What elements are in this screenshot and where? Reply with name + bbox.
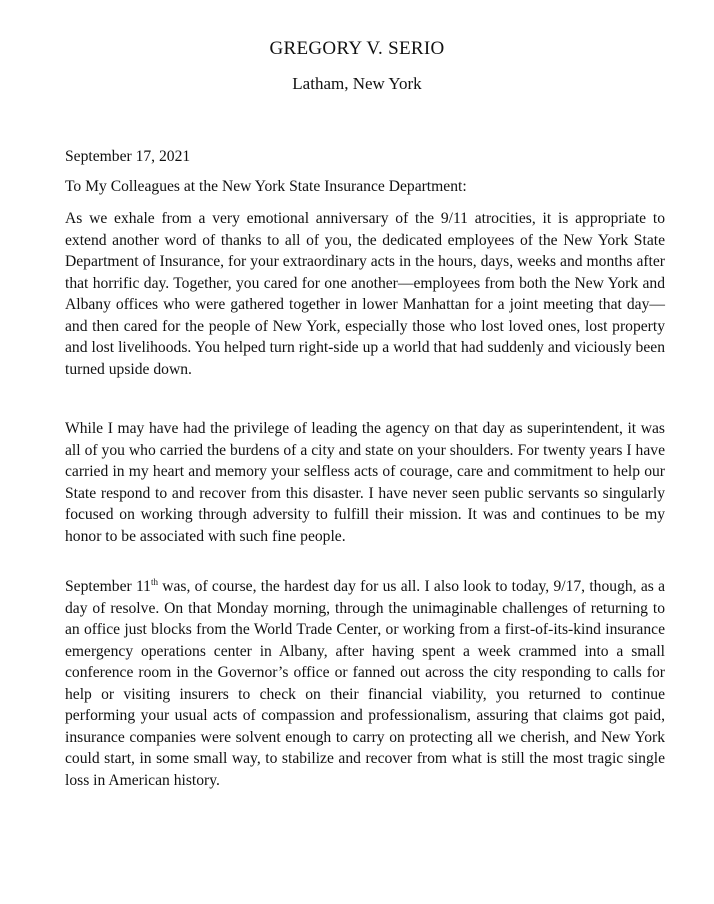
letterhead-name: GREGORY V. SERIO [269,38,445,59]
paragraph-2: While I may have had the privilege of leading the agency on that day as superintendent, it was all of you who carried the burdens of a city and state on your shoulders. For twenty years I have carried in my heart and memory your selfless acts of courage, care and commitment to help our State respond to and recover from this disaster. I have never seen public servants so singularly focused on working through adversity to fulfill their mission. It was and continues to be my honor to be associated with such fine people. [65,420,665,545]
paragraph-3-rest: was, of course, the hardest day for us all. I also look to today, 9/17, though, as a day of resolve. On that Monday morning, through the unimaginable challenges of returning to an office just blocks from the World Trade Center, or working from a first-of-its-kind insurance emergency operations center in Albany, after having spent a week crammed into a small conference room in the Governor’s office or fanned out across the city responding to calls for help or visiting insurers to check on their financial viability, you returned to continue performing your usual acts of compassion and professionalism, assuring that claims got paid, insurance companies were solvent enough to carry on protecting all we cherish, and New York could start, in some small way, to stabilize and recover from what is still the most tragic single loss in American history. [65,578,665,789]
paragraph-3-lead: September 11 [65,578,151,595]
paragraph-3 [65,576,665,791]
letter-date: September 17, 2021 [65,148,191,165]
paragraph-1: As we exhale from a very emotional anniversary of the 9/11 atrocities, it is appropriate to extend another word of thanks to all of you, the dedicated employees of the New York State Department of Insurance, for your extraordinary acts in the hours, days, weeks and months after that horrific day. Together, you cared for one another—employees from both the New York and Albany offices who were gathered together in lower Manhattan for a joint meeting that day—and then cared for the people of New York, especially those who lost loved ones, lost property and lost livelihoods. You helped turn right-side up a world that had suddenly and viciously been turned upside down. [65,210,665,378]
letterhead-location: Latham, New York [292,74,422,93]
salutation: To My Colleagues at the New York State Insurance Department: [65,178,467,195]
ordinal-suffix: th [150,576,158,587]
